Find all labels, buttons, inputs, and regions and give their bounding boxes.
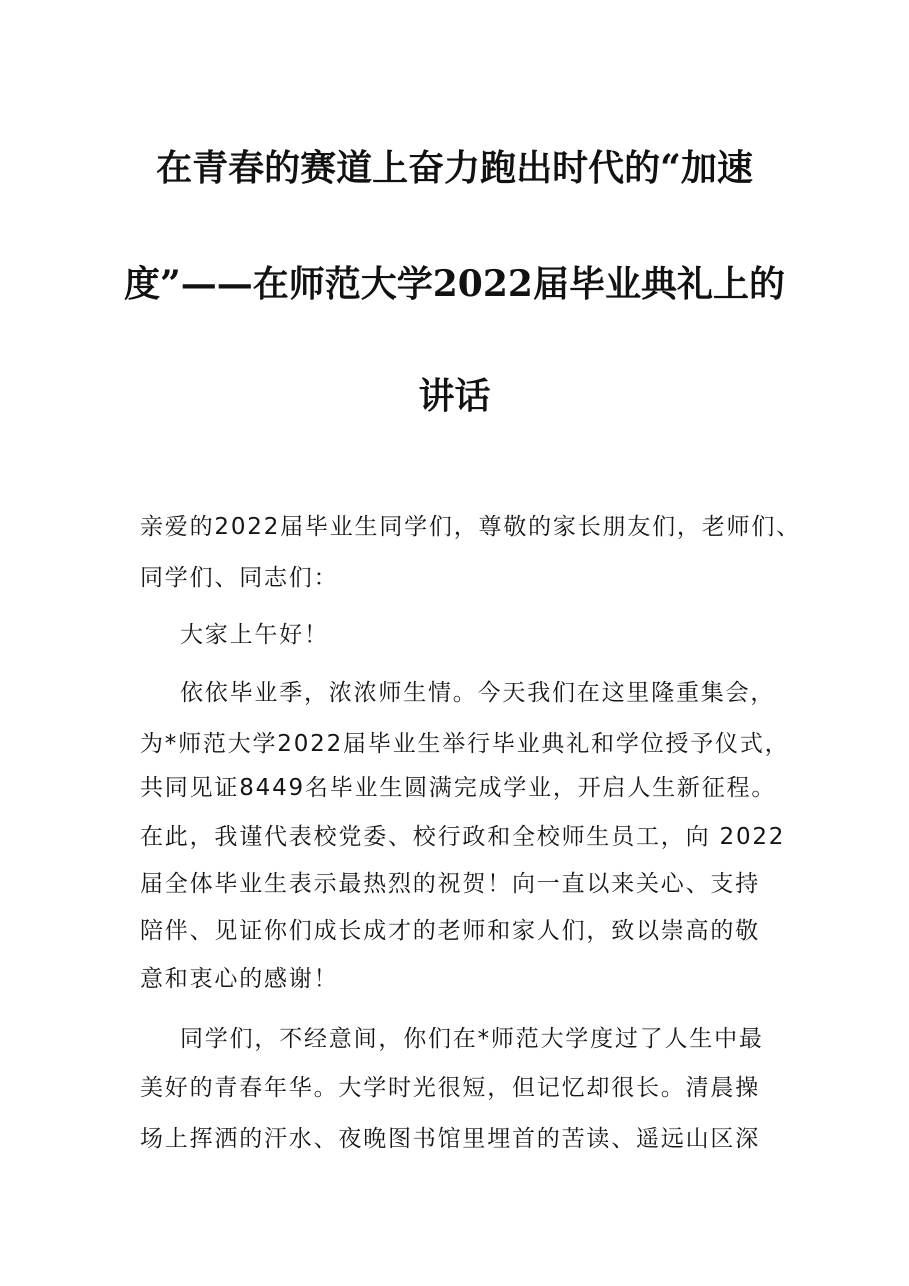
- paragraph-line: 依依毕业季，浓浓师生情。今天我们在这里隆重集会，: [180, 680, 776, 706]
- greeting-line: 大家上午好！: [180, 622, 329, 648]
- paragraph-line: 届全体毕业生表示最热烈的祝贺！向一直以来关心、支持: [140, 871, 760, 897]
- paragraph-line: 意和衷心的感谢！: [140, 966, 339, 992]
- paragraph-line: 陪伴、见证你们成长成才的老师和家人们，致以崇高的敬: [140, 918, 760, 944]
- paragraph-line: 为*师范大学2022届毕业生举行毕业典礼和学位授予仪式，: [140, 731, 790, 757]
- document-title-line-2: 度”——在师范大学2022届毕业典礼上的: [124, 263, 785, 305]
- paragraph-line: 共同见证8449名毕业生圆满完成学业，开启人生新征程。: [140, 775, 777, 801]
- paragraph-line: 美好的青春年华。大学时光很短，但记忆却很长。清晨操: [140, 1075, 760, 1101]
- paragraph-line: 同学们，不经意间，你们在*师范大学度过了人生中最: [180, 1026, 764, 1052]
- document-title-line-1: 在青春的赛道上奋力跑出时代的“加速: [156, 147, 753, 189]
- paragraph-line: 在此，我谨代表校党委、校行政和全校师生员工，向 2022: [140, 824, 786, 850]
- salutation-line: 亲爱的2022届毕业生同学们，尊敬的家长朋友们，老师们、: [140, 514, 801, 540]
- document-title-line-3: 讲话: [418, 375, 491, 417]
- salutation-line: 同学们、同志们：: [140, 565, 339, 591]
- paragraph-line: 场上挥洒的汗水、夜晚图书馆里埋首的苦读、遥远山区深: [140, 1126, 760, 1152]
